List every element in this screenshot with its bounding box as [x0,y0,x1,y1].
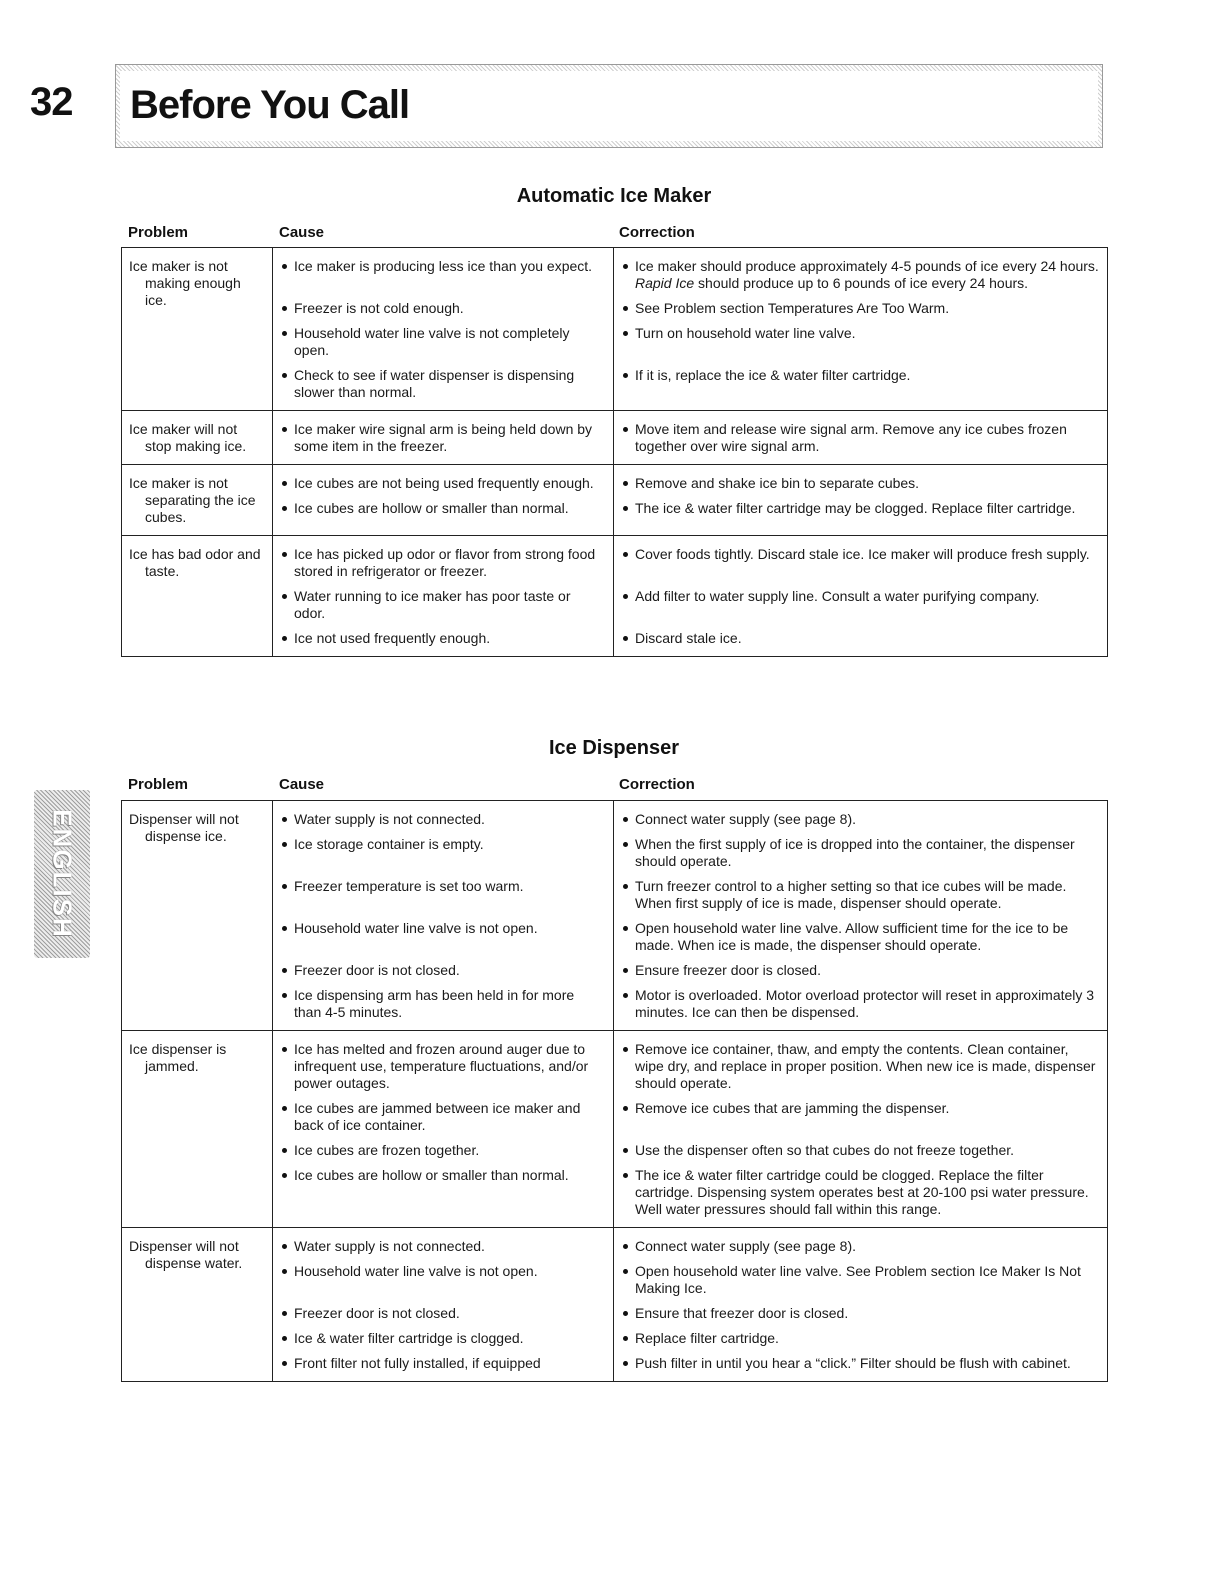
correction-item: Turn on household water line valve. [621,325,1099,359]
cause-item: Check to see if water dispenser is dispensing slower than normal. [280,367,605,401]
problem-cell [122,248,273,411]
correction-item: If it is, replace the ice & water filter cartridge. [621,367,1099,401]
problem-text: Ice maker will not stop making ice. [129,421,247,454]
cause-item: Ice cubes are not being used frequently enough. [280,475,605,492]
column-header-cause: Cause [279,776,325,793]
problem-text: Dispenser will not dispense water. [129,1238,243,1271]
problem-text: Ice has bad odor and taste. [129,546,261,579]
correction-item: Remove and shake ice bin to separate cubes. [621,475,1099,492]
correction-item: Move item and release wire signal arm. Remove any ice cubes frozen together over wire signal arm. [621,421,1099,455]
cause-item: Ice cubes are hollow or smaller than normal. [280,500,605,517]
cause-item: Ice cubes are hollow or smaller than normal. [280,1167,605,1218]
page-title: Before You Call [120,71,1098,141]
table-row [122,1228,1108,1382]
table-row [122,411,1108,465]
problem-text: Dispenser will not dispense ice. [129,811,239,844]
cause-item: Water supply is not connected. [280,1238,605,1255]
correction-item: Push filter in until you hear a “click.” Filter should be flush with cabinet. [621,1355,1099,1372]
correction-cell [614,411,1108,465]
cause-item: Ice has picked up odor or flavor from strong food stored in refrigerator or freezer. [280,546,605,580]
correction-cell [614,536,1108,657]
column-header-cause: Cause [279,224,325,241]
correction-item: Cover foods tightly. Discard stale ice. Ice maker will produce fresh supply. [621,546,1099,580]
problem-cell [122,1031,273,1228]
table-row [122,1031,1108,1228]
table-row [122,465,1108,536]
cause-item: Ice maker wire signal arm is being held down by some item in the freezer. [280,421,605,455]
correction-item: Remove ice cubes that are jamming the dispenser. [621,1100,1099,1134]
cause-item: Ice cubes are frozen together. [280,1142,605,1159]
language-side-tab [34,790,90,958]
problem-cell [122,1228,273,1382]
correction-item: When the first supply of ice is dropped into the container, the dispenser should operate. [621,836,1099,870]
cause-item: Freezer temperature is set too warm. [280,878,605,912]
page-header-band [115,64,1103,148]
column-header-problem: Problem [128,224,189,241]
cause-item: Ice & water filter cartridge is clogged. [280,1330,605,1347]
cause-item: Freezer door is not closed. [280,1305,605,1322]
correction-item: Ensure that freezer door is closed. [621,1305,1099,1322]
cause-item: Household water line valve is not open. [280,1263,605,1297]
correction-item: See Problem section Temperatures Are Too Warm. [621,300,1099,317]
correction-cell [614,248,1108,411]
correction-item: Use the dispenser often so that cubes do not freeze together. [621,1142,1099,1159]
problem-text: Ice maker is not separating the ice cubes. [129,475,256,525]
cause-cell [273,1031,614,1228]
correction-item: Connect water supply (see page 8). [621,811,1099,828]
table-row [122,801,1108,1031]
correction-item: Ensure freezer door is closed. [621,962,1099,979]
cause-cell [273,1228,614,1382]
cause-item: Household water line valve is not open. [280,920,605,954]
problem-cell [122,801,273,1031]
cause-item: Freezer is not cold enough. [280,300,605,317]
correction-text: Ice maker should produce approximately 4-5 pounds of ice every 24 hours. [635,258,1099,274]
product-name: Rapid Ice [635,275,695,291]
page-number: 32 [30,80,73,124]
correction-item: Open household water line valve. Allow sufficient time for the ice to be made. When ice is made, the dispenser should operate. [621,920,1099,954]
cause-cell [273,248,614,411]
correction-item [621,258,1099,292]
correction-item: Turn freezer control to a higher setting so that ice cubes will be made. When first supply of ice is made, dispenser should operate. [621,878,1099,912]
column-header-correction: Correction [619,776,695,793]
correction-cell [614,1228,1108,1382]
correction-item: The ice & water filter cartridge could be clogged. Replace the filter cartridge. Dispensing system operates best at 20-100 psi water pressure. Well water pressures should fall within this range. [621,1167,1099,1218]
cause-cell [273,411,614,465]
cause-item: Ice not used frequently enough. [280,630,605,647]
cause-item: Freezer door is not closed. [280,962,605,979]
correction-cell [614,1031,1108,1228]
cause-item: Household water line valve is not completely open. [280,325,605,359]
problem-cell [122,536,273,657]
section-title: Automatic Ice Maker [516,185,712,207]
cause-cell [273,801,614,1031]
cause-item: Front filter not fully installed, if equipped [280,1355,605,1372]
correction-item: Motor is overloaded. Motor overload protector will reset in approximately 3 minutes. Ice can then be dispensed. [621,987,1099,1021]
cause-item: Ice storage container is empty. [280,836,605,870]
correction-item: Replace filter cartridge. [621,1330,1099,1347]
column-headers [121,776,1107,796]
table-row [122,536,1108,657]
cause-item: Ice dispensing arm has been held in for more than 4-5 minutes. [280,987,605,1021]
correction-item: Open household water line valve. See Problem section Ice Maker Is Not Making Ice. [621,1263,1099,1297]
column-header-correction: Correction [619,224,695,241]
cause-item: Ice maker is producing less ice than you expect. [280,258,605,292]
problem-text: Ice maker is not making enough ice. [129,258,241,308]
cause-item: Ice has melted and frozen around auger due to infrequent use, temperature fluctuations, and/or power outages. [280,1041,605,1092]
problem-cell [122,411,273,465]
correction-item: Remove ice container, thaw, and empty the contents. Clean container, wipe dry, and replace in proper position. When new ice is made, dispenser should operate. [621,1041,1099,1092]
correction-item: Discard stale ice. [621,630,1099,647]
cause-cell [273,465,614,536]
troubleshooting-table [121,247,1108,657]
cause-item: Water supply is not connected. [280,811,605,828]
correction-text: should produce up to 6 pounds of ice every 24 hours. [694,275,1029,291]
table-row [122,248,1108,411]
correction-item: Connect water supply (see page 8). [621,1238,1099,1255]
section-title: Ice Dispenser [548,737,680,759]
correction-cell [614,465,1108,536]
cause-item: Ice cubes are jammed between ice maker and back of ice container. [280,1100,605,1134]
correction-item: Add filter to water supply line. Consult a water purifying company. [621,588,1099,622]
problem-text: Ice dispenser is jammed. [129,1041,227,1074]
cause-cell [273,536,614,657]
column-header-problem: Problem [128,776,189,793]
correction-item: The ice & water filter cartridge may be clogged. Replace filter cartridge. [621,500,1099,517]
cause-item: Water running to ice maker has poor taste or odor. [280,588,605,622]
troubleshooting-table [121,800,1108,1382]
problem-cell [122,465,273,536]
column-headers [121,224,1107,244]
language-side-tab-label: ENGLISH [47,809,78,939]
correction-cell [614,801,1108,1031]
